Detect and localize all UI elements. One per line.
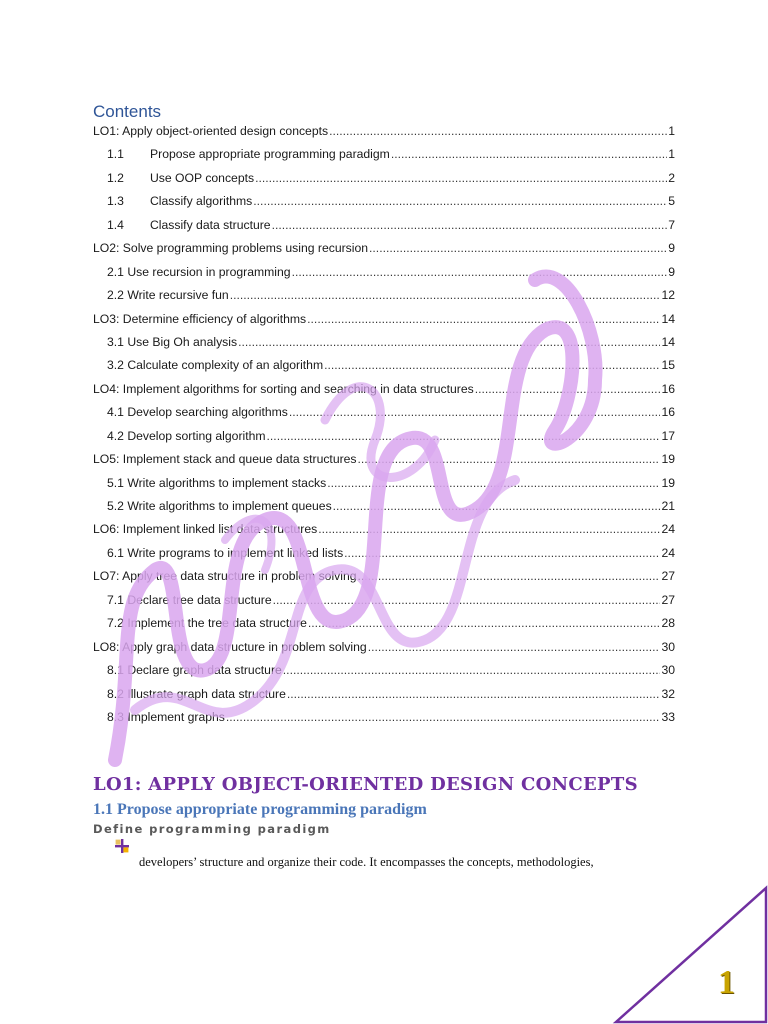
section-subheading: 1.1 Propose appropriate programming paradigm (93, 801, 427, 818)
toc-entry-page: 33 (661, 709, 675, 724)
toc-entry-page: 9 (668, 264, 675, 279)
section-subsubheading: Define programming paradigm (93, 822, 331, 836)
toc-entry-title: Propose appropriate programming paradigm (150, 147, 390, 162)
toc-entry-page: 24 (661, 545, 675, 560)
toc-entry-title: 3.1 Use Big Oh analysis (107, 334, 238, 349)
toc-entry-page: 24 (661, 522, 675, 537)
toc-entry-page: 27 (661, 592, 675, 607)
toc-entry-title: 8.1 Declare graph data structure (107, 663, 282, 678)
toc-entry-title: 2.1 Use recursion in programming (107, 264, 291, 279)
toc-entry-page: 19 (661, 452, 675, 467)
toc-entry-title: 8.3 Implement graphs (107, 709, 225, 724)
toc-dot-leader (253, 194, 667, 208)
toc-entry-title: 2.2 Write recursive fun (107, 288, 229, 303)
toc-entry-page: 17 (661, 428, 675, 443)
section-heading: LO1: APPLY OBJECT-ORIENTED DESIGN CONCEPTS (93, 774, 638, 795)
toc-entry-title: LO5: Implement stack and queue data structures (93, 452, 357, 467)
toc-entry-page: 1 (668, 124, 675, 138)
toc-entry-title: LO7: Apply tree data structure in problem solving (93, 569, 357, 584)
toc-entry-title: LO3: Determine efficiency of algorithms (93, 311, 307, 326)
toc-entry-title: LO4: Implement algorithms for sorting and searching in data structures (93, 381, 474, 396)
toc-entry-page: 16 (661, 381, 675, 396)
toc-entry[interactable] (93, 218, 675, 241)
toc-entry-page: 14 (661, 334, 675, 349)
body-paragraph: developers’ structure and organize their code. It encompasses the concepts, methodologies, (139, 855, 594, 869)
toc-entry-page: 1 (668, 147, 675, 162)
watermark-signature (95, 240, 615, 800)
page-number: 1 (718, 964, 735, 1001)
toc-entry-page: 7 (668, 217, 675, 232)
toc-entry-title: 7.2 Implement the tree data structure (107, 616, 307, 631)
toc-entry-title: Use OOP concepts (150, 170, 255, 185)
toc-entry-page: 12 (661, 288, 675, 303)
toc-entry-title: LO2: Solve programming problems using recursion (93, 241, 369, 256)
toc-dot-leader (255, 171, 667, 185)
toc-entry-page: 16 (661, 405, 675, 420)
toc-entry[interactable] (93, 147, 675, 170)
toc-entry-page: 27 (661, 569, 675, 584)
toc-entry-title: Classify data structure (150, 217, 271, 232)
toc-entry-title: 6.1 Write programs to implement linked lists (107, 545, 344, 560)
toc-entry-title: 4.2 Develop sorting algorithm (107, 428, 266, 443)
toc-entry-page: 28 (661, 616, 675, 631)
toc-entry-page: 19 (661, 475, 675, 490)
toc-entry-page: 21 (661, 499, 675, 513)
toc-entry-title: 4.1 Develop searching algorithms (107, 405, 288, 420)
toc-heading: Contents (93, 102, 162, 121)
toc-entry-title: LO1: Apply object-oriented design concepts (93, 124, 329, 138)
toc-entry-page: 30 (661, 663, 675, 678)
toc-entry[interactable] (93, 124, 675, 147)
toc-entry-title: 7.1 Declare tree data structure (107, 592, 272, 607)
toc-entry-number: 1.4 (107, 217, 124, 232)
toc-entry[interactable] (93, 171, 675, 194)
toc-entry-title: LO8: Apply graph data structure in problem solving (93, 639, 367, 654)
toc-entry-title: 3.2 Calculate complexity of an algorithm (107, 358, 324, 373)
toc-entry-page: 32 (661, 686, 675, 701)
toc-dot-leader (329, 124, 667, 138)
toc-dot-leader (272, 218, 668, 232)
toc-entry-page: 15 (661, 358, 675, 373)
toc-entry-title: Classify algorithms (150, 194, 253, 209)
toc-entry-number: 1.3 (107, 194, 124, 209)
toc-entry[interactable] (93, 194, 675, 217)
toc-entry-page: 2 (668, 170, 675, 185)
toc-entry-number: 1.2 (107, 170, 124, 185)
toc-entry-title: LO6: Implement linked list data structures (93, 522, 318, 537)
toc-dot-leader (391, 147, 667, 161)
toc-entry-number: 1.1 (107, 147, 124, 162)
toc-entry-title: 8.2 Illustrate graph data structure (107, 686, 286, 701)
toc-entry-title: 5.2 Write algorithms to implement queues (107, 499, 332, 513)
toc-entry-page: 14 (661, 311, 675, 326)
toc-entry-page: 5 (668, 194, 675, 209)
toc-entry-page: 30 (661, 639, 675, 654)
toc-entry-title: 5.1 Write algorithms to implement stacks (107, 475, 327, 490)
toc-entry-page: 9 (668, 241, 675, 256)
page-corner-decoration (612, 884, 768, 1024)
cross-bullet-icon (114, 838, 130, 854)
